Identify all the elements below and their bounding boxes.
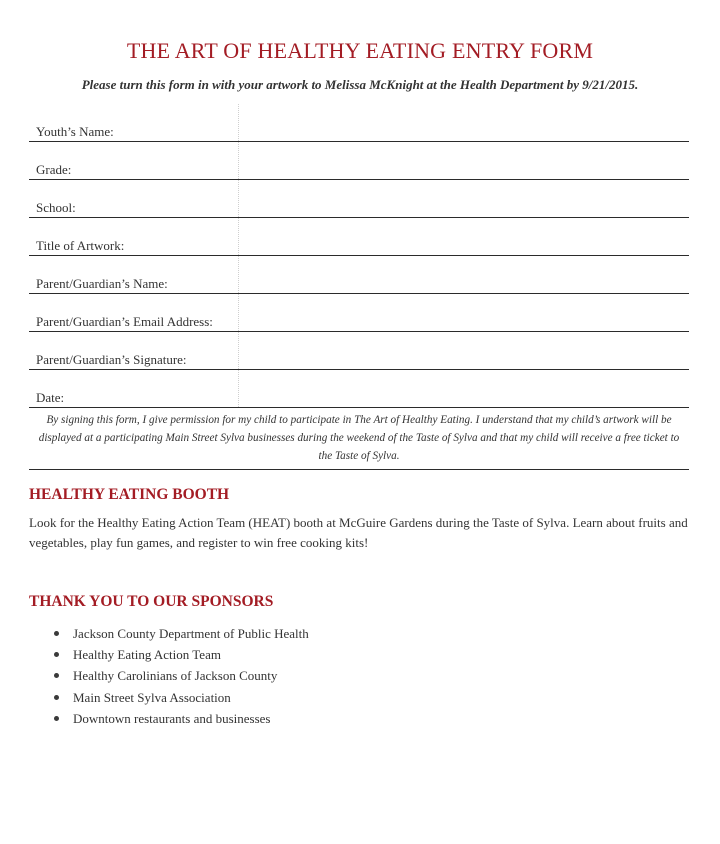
field-divider	[238, 142, 239, 179]
list-item	[54, 623, 309, 644]
artwork-title-field[interactable]	[29, 218, 689, 256]
field-divider	[238, 256, 239, 293]
bullet-icon	[54, 716, 59, 721]
sponsors-list	[54, 623, 309, 729]
bullet-icon	[54, 673, 59, 678]
field-label: Parent/Guardian’s Signature:	[36, 352, 187, 367]
list-item	[54, 687, 309, 708]
field-divider	[238, 332, 239, 369]
field-divider	[238, 218, 239, 255]
bullet-icon	[54, 652, 59, 657]
booth-description: Look for the Healthy Eating Action Team (HEAT) booth at McGuire Gardens during the Taste of Sylva. Learn about fruits and vegetables, play fun games, and register to win free cooking kits!	[29, 515, 688, 550]
guardian-signature-field[interactable]	[29, 332, 689, 370]
youth-name-field[interactable]	[29, 104, 689, 142]
field-divider	[238, 104, 239, 141]
list-item	[54, 644, 309, 665]
bullet-icon	[54, 631, 59, 636]
page-subtitle: Please turn this form in with your artwork to Melissa McKnight at the Health Department by 9/21/2015.	[81, 77, 639, 92]
field-label: Grade:	[36, 162, 72, 177]
list-item	[54, 665, 309, 686]
consent-statement: By signing this form, I give permission for my child to participate in The Art of Healthy Eating. I understand that my child’s artwork will be displayed at a participating Main Street Sylva businesses during the weekend of the Taste of Sylva and that my child will receive a free ticket to the Taste of Sylva.	[29, 408, 689, 470]
guardian-email-field[interactable]	[29, 294, 689, 332]
sponsor-name: Jackson County Department of Public Health	[73, 626, 309, 641]
field-label: Parent/Guardian’s Name:	[36, 276, 168, 291]
field-label: Parent/Guardian’s Email Address:	[36, 314, 213, 329]
grade-field[interactable]	[29, 142, 689, 180]
page-title: THE ART OF HEALTHY EATING ENTRY FORM	[126, 38, 594, 63]
bullet-icon	[54, 695, 59, 700]
school-field[interactable]	[29, 180, 689, 218]
list-item	[54, 708, 309, 729]
sponsor-name: Main Street Sylva Association	[73, 689, 231, 705]
sponsor-name: Downtown restaurants and businesses	[73, 710, 271, 726]
guardian-name-field[interactable]	[29, 256, 689, 294]
field-label: Youth’s Name:	[36, 124, 114, 139]
sponsors-heading: THANK YOU TO OUR SPONSORS	[29, 593, 274, 610]
field-divider	[238, 370, 239, 407]
field-label: School:	[36, 200, 76, 215]
date-field[interactable]	[29, 370, 689, 408]
sponsor-name: Healthy Eating Action Team	[73, 647, 221, 663]
field-divider	[238, 180, 239, 217]
field-divider	[238, 294, 239, 331]
booth-heading: HEALTHY EATING BOOTH	[29, 486, 230, 503]
field-label: Date:	[36, 390, 65, 405]
entry-form	[29, 104, 689, 470]
sponsor-name: Healthy Carolinians of Jackson County	[73, 668, 278, 684]
field-label: Title of Artwork:	[36, 238, 125, 253]
